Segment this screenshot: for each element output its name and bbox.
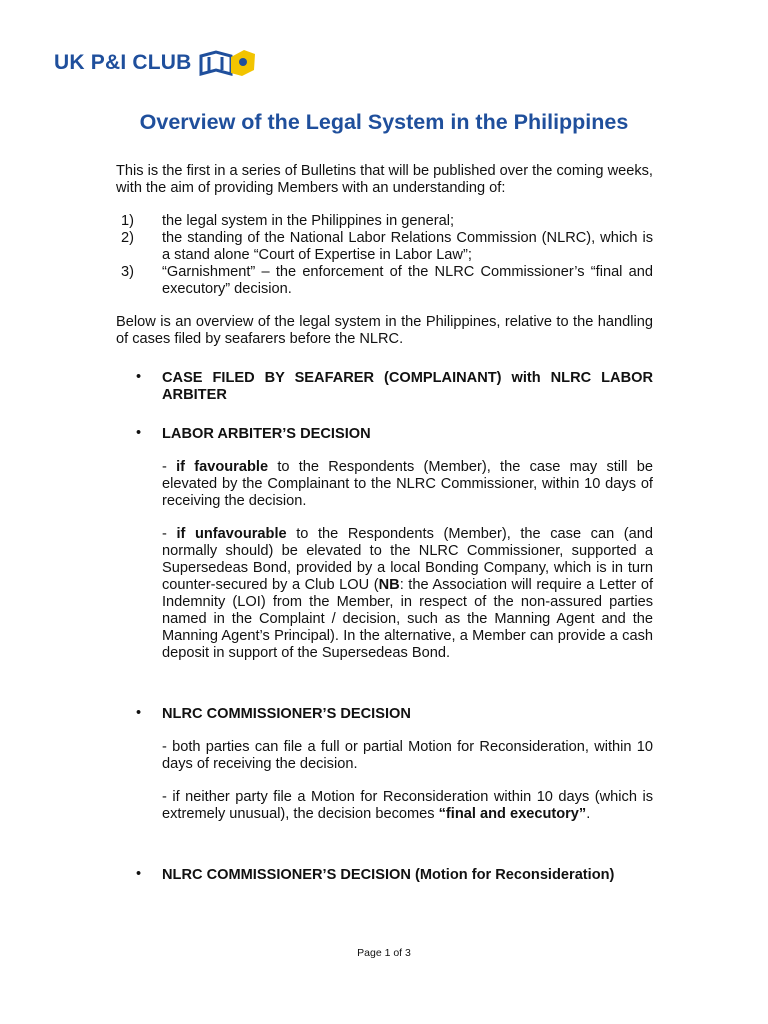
bullet-heading-text: LABOR ARBITER’S DECISION xyxy=(162,426,371,442)
bullet-dot: • xyxy=(136,866,142,882)
final-executory-end: . xyxy=(586,806,591,822)
unfavourable-label: if unfavourable xyxy=(176,526,287,542)
bullet-heading-commissioner-decision xyxy=(116,706,653,723)
bullet-heading-text: CASE FILED BY SEAFARER (COMPLAINANT) with NLRC LABOR ARBITER xyxy=(162,370,653,403)
final-executory-paragraph xyxy=(116,789,653,823)
bullet-dot: • xyxy=(136,369,142,385)
page-title: Overview of the Legal System in the Philippines xyxy=(139,110,629,134)
numbered-list xyxy=(116,213,653,298)
nb-label: NB xyxy=(378,577,400,593)
list-item-text: “Garnishment” – the enforcement of the NLRC Commissioner’s “final and executory” decision. xyxy=(162,264,653,297)
list-item xyxy=(116,213,653,230)
bullet-dot: • xyxy=(136,425,142,441)
favourable-label: if favourable xyxy=(176,459,269,475)
document-body xyxy=(116,163,653,884)
logo-text: UK P&I CLUB xyxy=(54,51,192,74)
list-number: 3) xyxy=(121,264,134,280)
page-footer: Page 1 of 3 xyxy=(357,947,411,959)
unfavourable-text: to the Respondents (Member), the case can (and normally should) be elevated to the NLRC Commissioner, supported a Supersedeas Bond, provided by a local Bonding Company, which is in turn counter-secured by a Club LOU ( xyxy=(162,526,654,593)
list-item-text: the legal system in the Philippines in general; xyxy=(162,213,455,229)
list-item xyxy=(116,230,653,264)
bullet-heading-arbiter-decision xyxy=(116,426,653,443)
overview-paragraph: Below is an overview of the legal system in the Philippines, relative to the handling of cases filed by seafarers before the NLRC. xyxy=(116,314,653,347)
blue-flag xyxy=(201,52,231,74)
club-logo xyxy=(54,48,258,78)
list-number: 2) xyxy=(121,230,134,246)
bullet-dot: • xyxy=(136,705,142,721)
favourable-paragraph xyxy=(116,459,653,510)
list-number: 1) xyxy=(121,213,134,229)
bullet-heading-text: NLRC COMMISSIONER’S DECISION (Motion for Reconsideration) xyxy=(162,867,615,883)
dash-prefix: - xyxy=(162,459,177,475)
dash-prefix: - xyxy=(162,526,177,542)
bullet-heading-text: NLRC COMMISSIONER’S DECISION xyxy=(162,706,411,722)
yellow-flag-dot xyxy=(239,58,247,66)
unfavourable-tail: : the Association will require a Letter of Indemnity (LOI) from the Member, in respect of the non-assured parties named in the Complaint / decision, such as the Manning Agent and the Manning Agent’s Principal). In the alternative, a Member can provide a cash deposit in support of the Supersedeas Bond. xyxy=(162,577,653,661)
unfavourable-paragraph xyxy=(116,526,653,662)
bullet-heading-commissioner-reconsideration xyxy=(116,867,653,884)
final-executory-text: - if neither party file a Motion for Reconsideration within 10 days (which is extremely unusual), the decision becomes xyxy=(162,789,653,822)
intro-paragraph: This is the first in a series of Bulletins that will be published over the coming weeks, with the aim of providing Members with an understanding of: xyxy=(116,163,653,196)
final-executory-label: “final and executory” xyxy=(438,806,587,822)
reconsideration-paragraph: - both parties can file a full or partial Motion for Reconsideration, within 10 days of receiving the decision. xyxy=(162,739,653,772)
list-item-text: the standing of the National Labor Relations Commission (NLRC), which is a stand alone “Court of Expertise in Labor Law”; xyxy=(162,230,653,263)
favourable-text: to the Respondents (Member), the case may still be elevated by the Complainant to the NLRC Commissioner, within 10 days of receiving the decision. xyxy=(162,459,653,509)
bullet-heading-case-filed xyxy=(116,370,653,404)
flags-logo-icon xyxy=(198,48,258,78)
list-item xyxy=(116,264,653,298)
